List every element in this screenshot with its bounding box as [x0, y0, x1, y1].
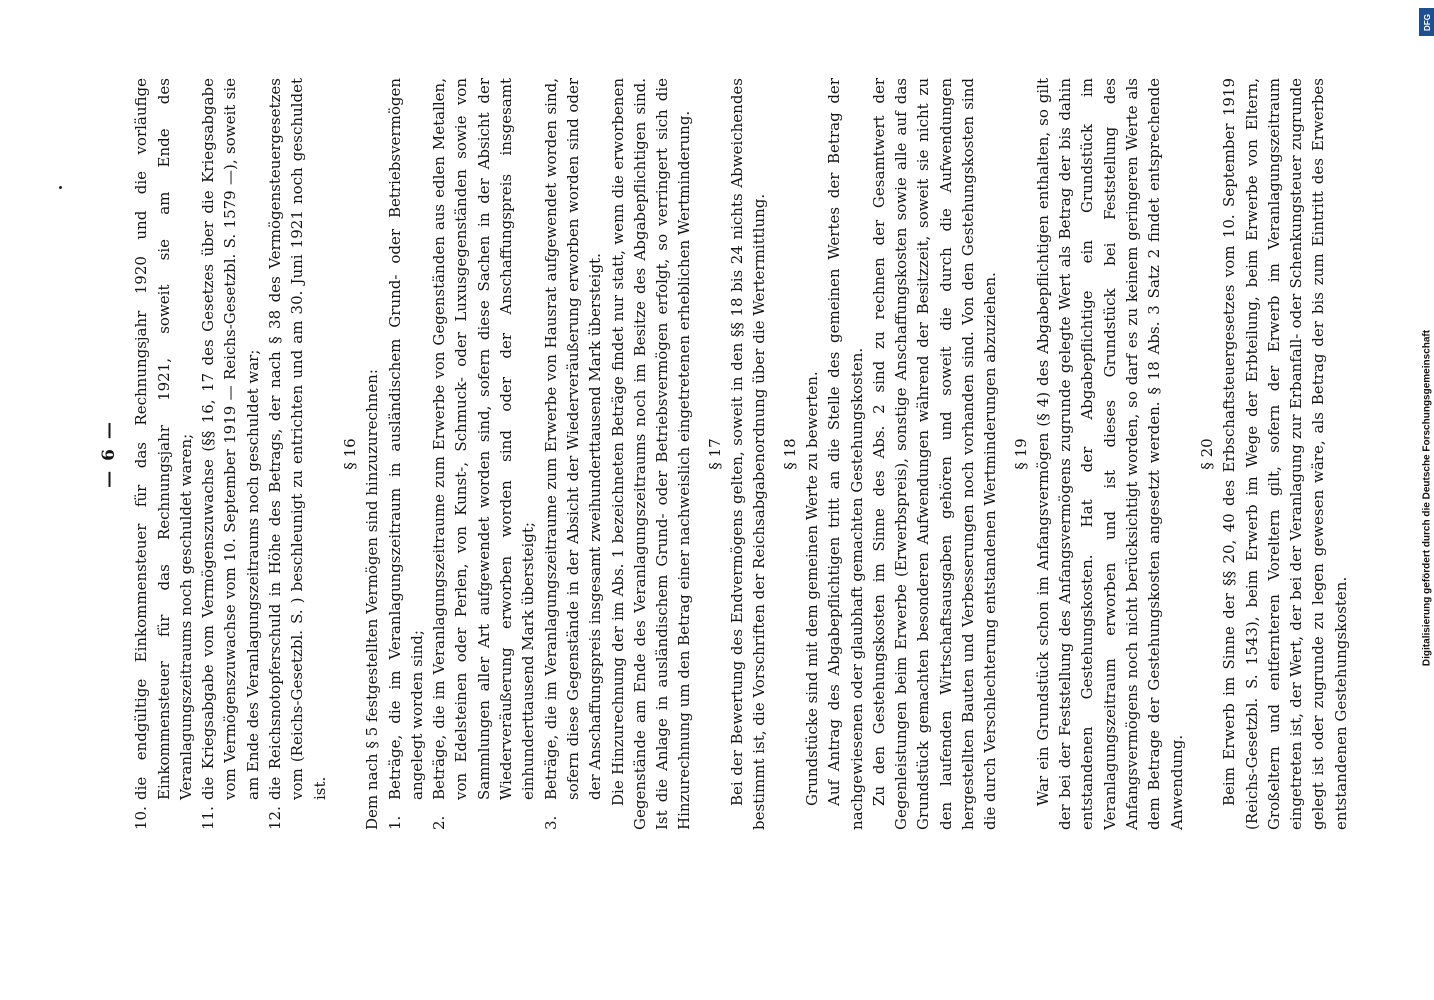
item-number: 12.	[266, 806, 285, 830]
watermark-text: Digitalisierung gefördert durch die Deutsche Forschungsgemeinschaft	[1421, 329, 1433, 667]
section-heading-16: § 16	[340, 438, 359, 470]
section-20-text: Beim Erwerb im Sinne der §§ 20, 40 des Erbschaftsteuergesetzes vom 10. September 1919 (Reichs-Gesetzbl. S. 1543), beim Erwerb im Wege der Erbteilung, beim Erwerbe von Eltern, Großeltern und entfernteren Voreltern gilt, sofern der Erwerb im Veranlagungszeitraum eingetreten ist, der Wert, der bei der Veranlagung zur Erbanfall- oder Schenkungsteuer zugrunde gelegt ist oder zugrunde zu legen gewesen wäre, als Betrag der bis zum Eintritt des Erwerbes entstandenen Gestehungskosten.	[1220, 78, 1350, 830]
section-heading-19: § 19	[1011, 438, 1030, 470]
section-19-text: War ein Grundstück schon im Anfangsvermögen (§ 4) des Abgabepflichtigen enthalten, so gilt der bei der Feststellung des Anfangsvermögens zugrunde gelegte Wert als Betrag der bis dahin entstandenen Gestehungskosten. Hat der Abgabepflichtige ein Grundstück im Veranlagungszeitraum erworben und ist dieses Grundstück bei Feststellung des Anfangsvermögens noch nicht berücksichtigt worden, so darf es zu keinem geringeren Werte als dem Betrage der Gestehungskosten angesetzt werden. § 18 Abs. 3 Satz 2 findet entsprechende Anwendung.	[1033, 78, 1186, 830]
section-18-paragraph: Grundstücke sind mit dem gemeinen Werte zu bewerten.	[802, 371, 821, 806]
list-item	[540, 78, 607, 830]
item-number: 11.	[199, 806, 218, 830]
item-text: Beträge, die im Veranlagungszeitraume zum Erwerbe von Hausrat aufgewendet worden sind, sofern diese Gegenstände in der Absicht der Wiederveräußerung erworben worden sind oder der Anschaffungspreis insgesamt zweihunderttausend Mark übersteigt.	[541, 78, 605, 800]
section-heading-20: § 20	[1197, 438, 1216, 470]
list-item	[130, 78, 197, 830]
section-18-paragraph: Auf Antrag des Abgabepflichtigen tritt an die Stelle des gemeinen Wertes der Betrag der nachgewiesenen oder glaubhaft gemachten Gestehungskosten.	[825, 78, 866, 830]
item-number: 10.	[132, 806, 151, 830]
item-text: die endgültige Einkommensteuer für das Rechnungsjahr 1920 und die vorläufige Einkommensteuer für das Rechnungsjahr 1921, soweit sie am Ende des Veranlagungszeitraums noch geschuldet waren;	[132, 78, 195, 800]
item-number: 1.	[385, 815, 404, 830]
dfg-logo: DFG	[1419, 8, 1434, 36]
item-text: die Reichsnotopferschuld in Höhe des Betrags, der nach § 38 des Vermögensteuergesetzes vom (Reichs-Gesetzbl. S. ) beschleunigt zu entrichten und am 30. Juni 1921 noch geschuldet ist.	[266, 78, 329, 800]
item-text: Beträge, die im Veranlagungszeitraume zum Erwerbe von Gegenständen aus edlen Metallen, von Edelsteinen oder Perlen, von Kunst-, Schmuck- oder Luxusgegenständen sowie von Sammlungen aller Art aufgewendet worden sind, sofern diese Sachen in der Absicht der Wiederveräußerung erworben worden sind oder der Anschaffungspreis insgesamt einhunderttausend Mark übersteigt;	[430, 78, 538, 800]
list-item	[384, 78, 429, 830]
list-item	[428, 78, 539, 830]
digitization-watermark	[1417, 8, 1434, 992]
item-text: Beträge, die im Veranlagungszeitraum in ausländischem Grund- oder Betriebsvermögen angelegt worden sind;	[385, 78, 426, 800]
page-number: — 6 —	[99, 420, 119, 488]
section-18-paragraph: Zu den Gestehungskosten im Sinne des Abs. 2 sind zu rechnen der Gesamtwert der Gegenleistungen beim Erwerbe (Erwerbspreis), sonstige Anschaffungskosten sowie alle auf das Grundstück gemachten besonderen Aufwendungen während der Besitzzeit, soweit sie nicht zu den laufenden Wirtschaftsausgaben gehören und soweit die durch die Aufwendungen hergestellten Bauten und Verbesserungen noch vorhanden sind. Von den Gestehungskosten sind die durch Verschlechterung entstandenen Wertminderungen abzuziehen.	[869, 78, 1000, 830]
page-content	[98, 78, 1352, 830]
list-item	[264, 78, 331, 830]
scan-speck	[59, 186, 62, 189]
item-number: 2.	[430, 815, 449, 830]
section-16-intro: Dem nach § 5 festgestellten Vermögen sind hinzuzurechnen:	[363, 369, 382, 830]
item-text: die Kriegsabgabe vom Vermögenszuwachse (§§ 16, 17 des Gesetzes über die Kriegsabgabe vom Vermögenszuwachse vom 10. September 1919 — Reichs-Gesetzbl. S. 1579 —), soweit sie am Ende des Veranlagungszeitraums noch geschuldet war;	[199, 78, 262, 800]
section-heading-17: § 17	[705, 438, 724, 470]
section-16-closing: Die Hinzurechnung der im Abs. 1 bezeichneten Beträge findet nur statt, wenn die erworbenen Gegenstände am Ende des Veranlagungszeitraums noch im Besitze des Abgabepflichtigen sind. Ist die Anlage in ausländischem Grund- oder Betriebsvermögen erfolgt, so verringert sich die Hinzurechnung um den Betrag einer nachweislich eingetretenen erheblichen Wertminderung.	[608, 78, 694, 830]
section-17-text: Bei der Bewertung des Endvermögens gelten, soweit in den §§ 18 bis 24 nichts Abweichendes bestimmt ist, die Vorschriften der Reichsabgabenordnung über die Wertermittlung.	[728, 78, 769, 830]
item-number: 3.	[541, 815, 560, 830]
section-heading-18: § 18	[780, 438, 799, 470]
list-item	[197, 78, 264, 830]
